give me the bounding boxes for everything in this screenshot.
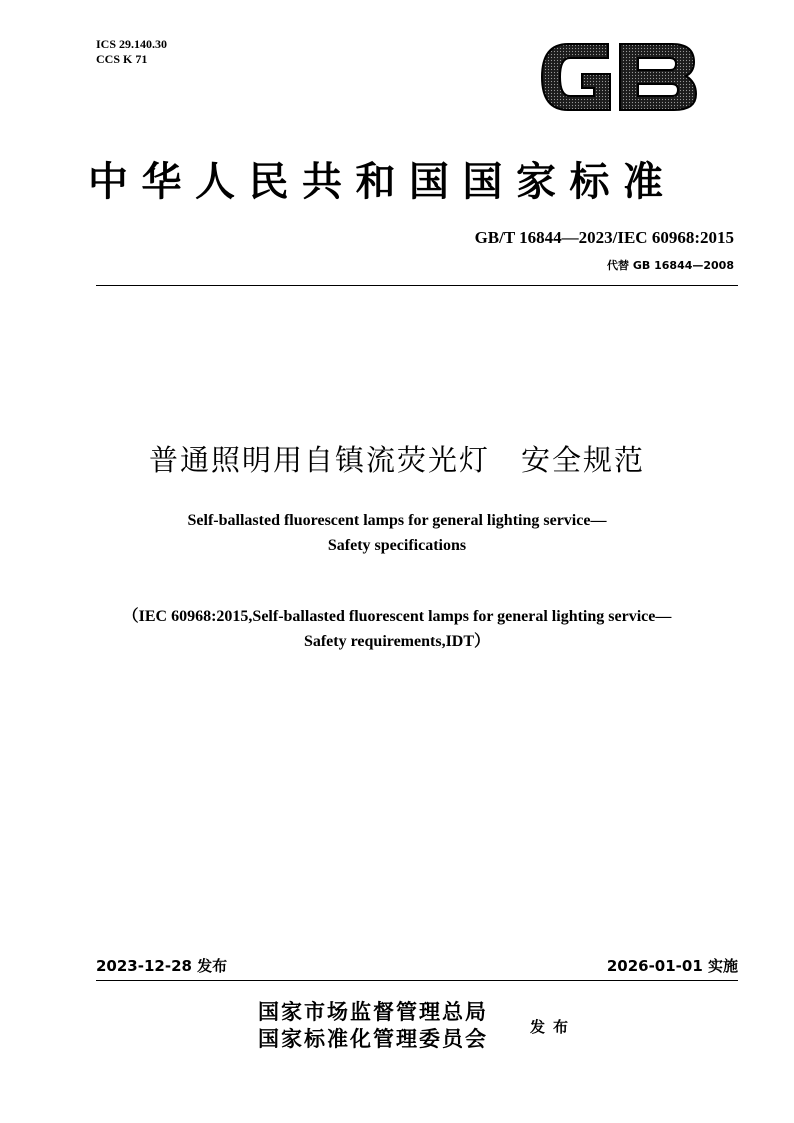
- english-title-line-2: Safety specifications: [327, 537, 467, 554]
- replaces-note: 代替 GB 16844—2008: [607, 259, 734, 272]
- english-title: [0, 508, 794, 558]
- national-standard-title: 中华人民共和国国家标准: [88, 158, 677, 205]
- issue-date: 2023-12-28 发布: [96, 957, 228, 975]
- ics-code: ICS 29.140.30: [96, 37, 168, 51]
- implementation-date: 2026-01-01 实施: [606, 957, 738, 975]
- iec-reference: [0, 604, 794, 654]
- classification-codes: [96, 37, 167, 67]
- chinese-title: 普通照明用自镇流荧光灯 安全规范: [148, 443, 645, 477]
- issue-label: 发布: [530, 1018, 577, 1036]
- gb-logo: [538, 38, 698, 116]
- ccs-code: CCS K 71: [96, 52, 148, 66]
- iec-reference-line-2: Safety requirements,IDT）: [303, 633, 491, 650]
- issuer-samr: 国家市场监督管理总局: [258, 999, 488, 1024]
- top-divider: [96, 285, 738, 286]
- issuer-sac: 国家标准化管理委员会: [258, 1026, 488, 1051]
- issuing-authorities: [258, 998, 488, 1052]
- english-title-line-1: Self-ballasted fluorescent lamps for general lighting service—: [187, 512, 607, 529]
- standard-number: GB/T 16844—2023/IEC 60968:2015: [474, 228, 734, 247]
- iec-reference-line-1: （IEC 60968:2015,Self-ballasted fluorescent lamps for general lighting service—: [122, 608, 672, 625]
- bottom-divider: [96, 980, 738, 981]
